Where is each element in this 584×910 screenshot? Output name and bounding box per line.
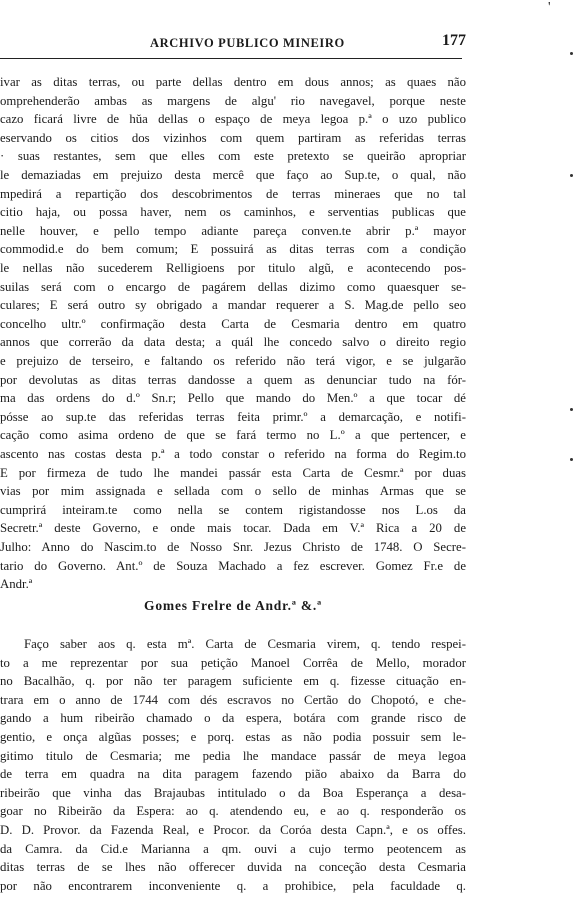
text-line: gitimo titulo de Cesmaria; me pedia lhe mandace passár de meya legoa bbox=[0, 748, 466, 763]
header-rule bbox=[0, 58, 462, 59]
text-line: nelle houver, e pello tempo adiante pareça conven.te abrir p.ª mayor bbox=[0, 223, 466, 238]
text-line: por devolutas as ditas terras dandosse a quem as denunciar tudo na fór- bbox=[0, 372, 466, 387]
text-line: Secretr.ª deste Governo, e onde mais tocar. Dada em V.ª Rica a 20 de bbox=[0, 521, 466, 536]
text-line: ribeirão que vinha das Brajaubas intitulado o da Boa Esperança a desa- bbox=[0, 785, 466, 800]
text-line: Julho: Anno do Nascim.to de Nosso Snr. Jezus Christo de 1748. O Secre- bbox=[0, 540, 466, 554]
page-header bbox=[0, 30, 584, 52]
text-line: tario do Governo. Ant.º de Souza Machado a fez escrever. Gomez Fr.e de bbox=[0, 558, 466, 573]
text-line: gando a hum ribeirão chamado o da espera, botára com grande risco de bbox=[0, 711, 466, 726]
text-line: ma das ordens do d.º Sn.r; Pello que mando do Men.º a que tocar dé bbox=[0, 391, 466, 406]
text-line: da Camra. da Cid.e Marianna a qm. ouvi a cujo termo peotencem as bbox=[0, 841, 466, 856]
text-line: Andr.ª bbox=[0, 577, 33, 592]
text-line: pósse ao sup.te das referidas terras feita primr.º a demarcação, e notifi- bbox=[0, 409, 466, 424]
text-line: E por firmeza de tudo lhe mandei passár esta Carta de Cesmr.ª por duas bbox=[0, 465, 466, 480]
text-line: vias por mim assignada e sellada com o sello de minhas Armas que se bbox=[0, 484, 466, 499]
text-line: e prejuizo de terseiro, e faltando os referido não terá vigor, e se julgarão bbox=[0, 354, 466, 368]
text-line: trara em o anno de 1744 com dés escravos no Certão do Chopotó, e che- bbox=[0, 692, 466, 707]
text-line: le demaziadas em prejuizo desta mercê que faço ao Sup.te, o qual, não bbox=[0, 168, 466, 182]
text-line: ivar as ditas terras, ou parte dellas dentro em dous annos; as quaes não bbox=[0, 75, 466, 89]
text-line: culares; E será outro sy obrigado a mandar requerer a S. Mag.de pello seo bbox=[0, 298, 466, 313]
text-line: gentio, e onça algũas posses; e porq. estas as não podia possuir sem le- bbox=[0, 730, 466, 744]
page-number: 177 bbox=[442, 32, 466, 49]
edge-dots bbox=[564, 0, 584, 910]
text-line: eservando os citios dos vizinhos com quem partiram as referidas terras bbox=[0, 130, 466, 145]
edge-dot bbox=[570, 408, 573, 411]
text-line: concelho ultr.º confirmação desta Carta de Cesmaria dentro em quatro bbox=[0, 316, 466, 331]
text-line: cação como asima ordeno de que se fará termo no L.º a que pertencer, e bbox=[0, 428, 466, 443]
edge-mark: ' bbox=[548, 0, 551, 15]
text-line: suilas será com o encargo de pagárem dellas dizimo como quaesquer se- bbox=[0, 279, 466, 294]
edge-dot bbox=[570, 458, 573, 461]
text-line: ascento nas costas desta p.ª a todo constar o referido na forma do Regim.to bbox=[0, 447, 466, 461]
text-line: no Bacalhão, q. por não ter paragem suficiente em q. fizesse cituação en- bbox=[0, 674, 466, 689]
text-line: cumprirá inteiram.te como nella se contem rigistandosse nos L.os da bbox=[0, 502, 466, 517]
text-line: por não encontrarem inconveniente q. a prohibice, pela faculdade q. bbox=[0, 878, 466, 893]
text-line: omprehenderão ambas as margens de algu' rio navegavel, porque neste bbox=[0, 93, 466, 108]
text-line: de terra em quadra na dita paragem fazendo pião abaixo da Barra do bbox=[0, 767, 466, 782]
section-heading: Gomes Frelre de Andr.ª &.ª bbox=[144, 598, 322, 613]
text-line: mpedirá a repartição dos descobrimentos de terras mineraes que no tal bbox=[0, 186, 466, 201]
text-line: annos que correrão da data desta; a quál lhe concedo salvo o direito regio bbox=[0, 335, 466, 350]
running-title: ARCHIVO PUBLICO MINEIRO bbox=[150, 36, 345, 50]
text-line: commodid.e do bem comum; E possuirá as ditas terras com a condição bbox=[0, 242, 466, 257]
text-line: ditas terras de se lhes não offerecer duvida na conceção desta Cesmaria bbox=[0, 860, 466, 875]
text-line: · suas restantes, sem que elles com este pretexto se queirão apropriar bbox=[0, 149, 466, 164]
text-line: le nellas não sucederem Relligioens por titulo algũ, e acontecendo pos- bbox=[0, 261, 466, 275]
text-line: D. D. Provor. da Fazenda Real, e Procor. da Coróa desta Capn.ª, e os offes. bbox=[0, 823, 466, 837]
text-line: cazo ficará livre de hŭa dellas o espaço de meya legoa p.ª o uzo publico bbox=[0, 112, 466, 127]
edge-dot bbox=[570, 174, 573, 177]
text-line: citio haja, ou possa haver, nem os caminhos, e serventias publicas que bbox=[0, 205, 466, 220]
edge-dot bbox=[570, 52, 573, 55]
text-line: goar no Ribeirão da Espera: ao q. atendendo eu, e ao q. responderão os bbox=[0, 804, 466, 819]
text-line: to a me reprezentar por sua petição Manoel Corrêa de Mello, morador bbox=[0, 655, 466, 670]
text-line: Faço saber aos q. esta mª. Carta de Cesmaria virem, q. tendo respei- bbox=[24, 637, 466, 651]
